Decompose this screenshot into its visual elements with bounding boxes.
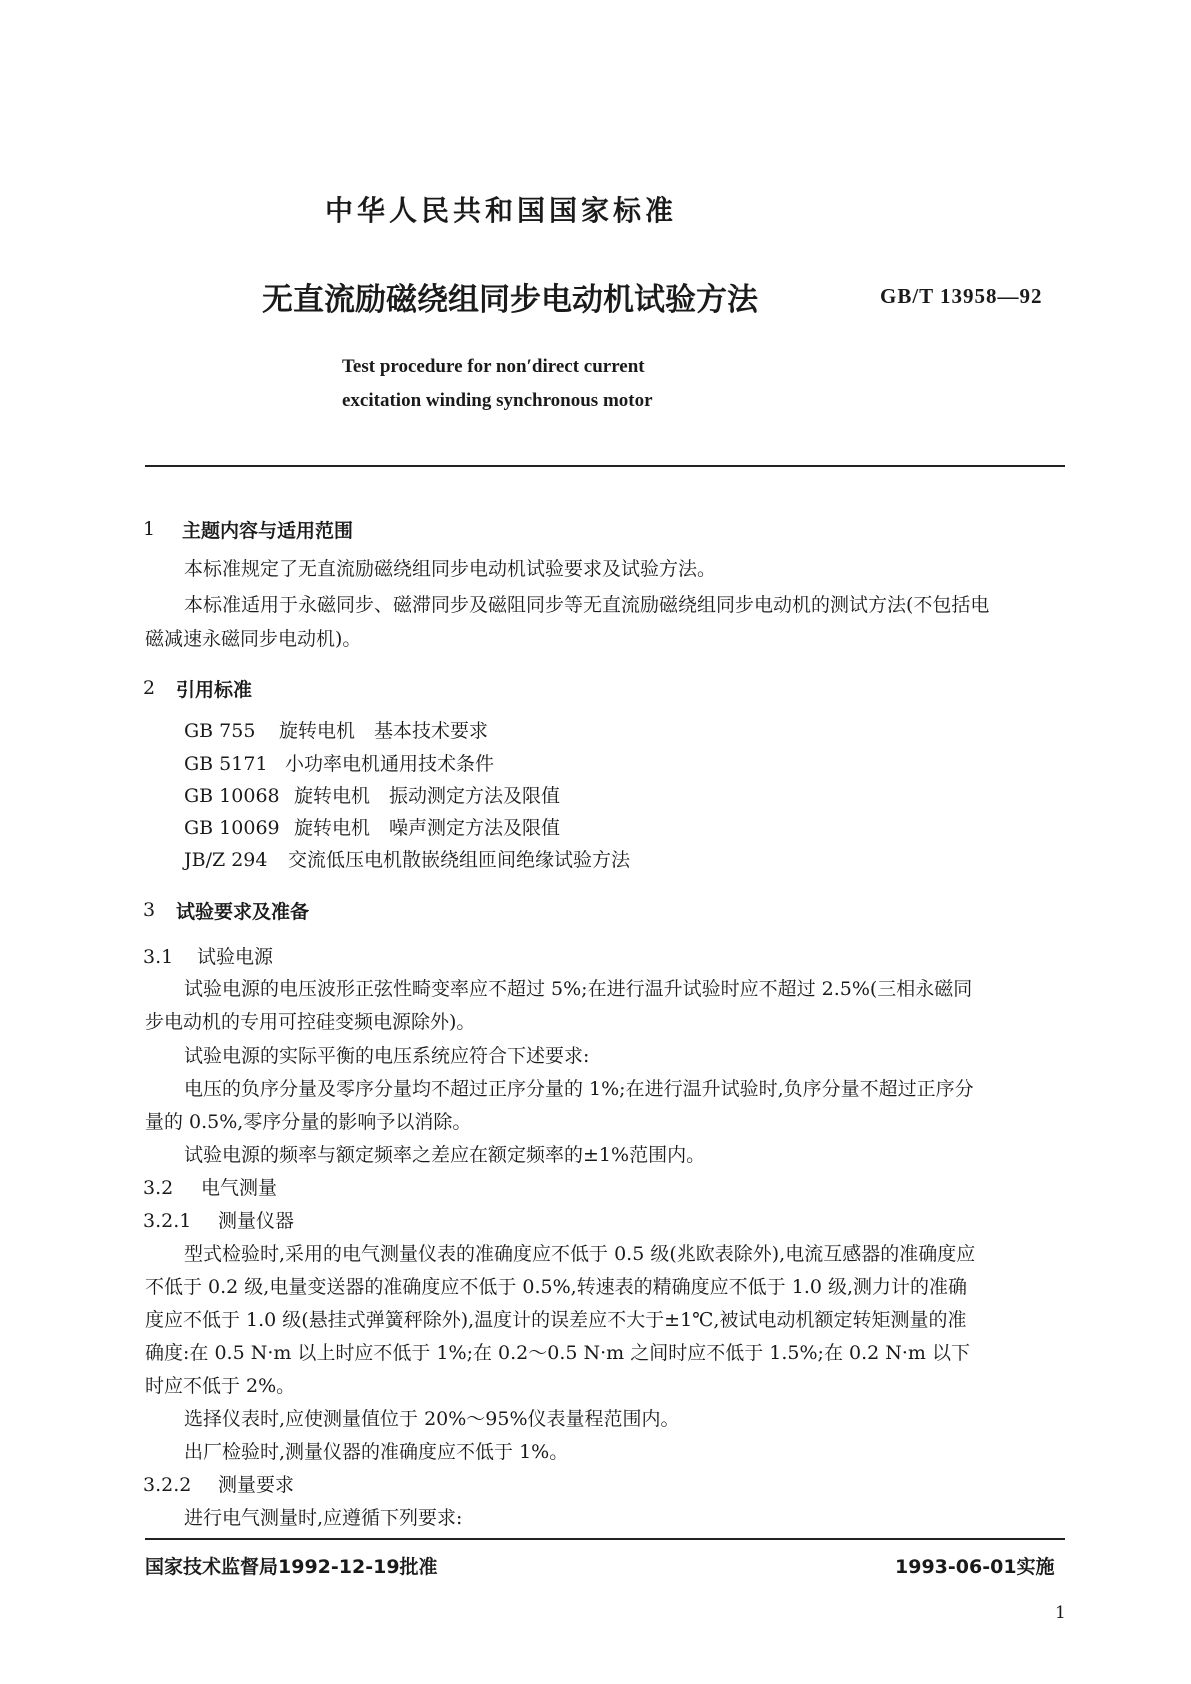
subsection-3-2-1-title: 测量仪器 [218, 1210, 295, 1232]
footer-rule [145, 1538, 1065, 1540]
subsection-3-2-1-line-7: 出厂检验时,测量仪器的准确度应不低于 1%。 [184, 1441, 569, 1463]
subsection-3-2-1-line-1: 型式检验时,采用的电气测量仪表的准确度应不低于 0.5 级(兆欧表除外),电流互感器的准确度应 [184, 1243, 976, 1265]
subsection-3-2-number: 3.2 [143, 1177, 174, 1199]
section-1-paragraph-2b: 磁减速永磁同步电动机)。 [145, 628, 362, 650]
national-standard-heading: 中华人民共和国国家标准 [325, 194, 678, 227]
reference-code: GB 10068 [184, 785, 280, 807]
reference-name: 旋转电机 振动测定方法及限值 [294, 785, 561, 807]
subsection-3-2-1-line-2: 不低于 0.2 级,电量变送器的准确度应不低于 0.5%,转速表的精确度应不低于 1.0 级,测力计的准确 [145, 1276, 968, 1298]
standard-code: GB/T 13958—92 [880, 284, 1043, 308]
approval-statement: 国家技术监督局1992-12-19批准 [145, 1556, 438, 1578]
section-1-paragraph-2a: 本标准适用于永磁同步、磁滞同步及磁阻同步等无直流励磁绕组同步电动机的测试方法(不包括电 [184, 594, 990, 616]
reference-item [184, 848, 630, 873]
reference-code: GB 755 [184, 720, 256, 742]
page-number: 1 [1055, 1603, 1066, 1623]
reference-item [184, 752, 494, 777]
effective-date: 1993-06-01实施 [895, 1556, 1055, 1578]
subsection-3-2-1-line-5: 时应不低于 2%。 [145, 1375, 296, 1397]
subsection-3-1-title: 试验电源 [197, 946, 274, 968]
subsection-3-1-line-4: 电压的负序分量及零序分量均不超过正序分量的 1%;在进行温升试验时,负序分量不超过正序分 [184, 1078, 974, 1100]
subsection-3-1-line-2: 步电动机的专用可控硅变频电源除外)。 [145, 1011, 476, 1033]
subsection-3-2-1-line-6: 选择仪表时,应使测量值位于 20%～95%仪表量程范围内。 [184, 1408, 680, 1430]
reference-name: 旋转电机 噪声测定方法及限值 [294, 817, 561, 839]
reference-item [184, 784, 560, 809]
subsection-3-1-line-3: 试验电源的实际平衡的电压系统应符合下述要求: [184, 1045, 590, 1067]
subsection-3-2-title: 电气测量 [201, 1177, 278, 1199]
subsection-3-2-2-line-1: 进行电气测量时,应遵循下列要求: [184, 1507, 463, 1529]
english-title-line-2: excitation winding synchronous motor [342, 390, 653, 411]
reference-name: 交流低压电机散嵌绕组匝间绝缘试验方法 [288, 849, 631, 871]
subsection-3-1-line-6: 试验电源的频率与额定频率之差应在额定频率的±1%范围内。 [184, 1144, 706, 1166]
section-2-number: 2 [143, 677, 156, 699]
reference-name: 旋转电机 基本技术要求 [279, 720, 489, 742]
section-3-title: 试验要求及准备 [176, 901, 310, 923]
header-rule [145, 465, 1065, 467]
english-title-line-1: Test procedure for non′direct current [342, 356, 645, 377]
document-title: 无直流励磁绕组同步电动机试验方法 [262, 282, 758, 318]
reference-name: 小功率电机通用技术条件 [285, 753, 495, 775]
reference-item [184, 719, 488, 744]
subsection-3-2-1-line-3: 度应不低于 1.0 级(悬挂式弹簧秤除外),温度计的误差应不大于±1℃,被试电动机额定转矩测量的准 [145, 1309, 967, 1331]
section-2-title: 引用标准 [176, 679, 253, 701]
subsection-3-2-2-number: 3.2.2 [143, 1474, 192, 1496]
section-1-number: 1 [143, 518, 156, 540]
subsection-3-2-2-title: 测量要求 [218, 1474, 295, 1496]
reference-code: JB/Z 294 [184, 849, 268, 871]
subsection-3-1-number: 3.1 [143, 946, 174, 968]
subsection-3-2-1-number: 3.2.1 [143, 1210, 192, 1232]
section-1-title: 主题内容与适用范围 [182, 520, 354, 542]
section-1-paragraph-1: 本标准规定了无直流励磁绕组同步电动机试验要求及试验方法。 [184, 558, 717, 580]
reference-code: GB 5171 [184, 753, 268, 775]
subsection-3-2-1-line-4: 确度:在 0.5 N·m 以上时应不低于 1%;在 0.2～0.5 N·m 之间时应不低于 1.5%;在 0.2 N·m 以下 [145, 1342, 970, 1364]
subsection-3-1-line-5: 量的 0.5%,零序分量的影响予以消除。 [145, 1111, 472, 1133]
reference-code: GB 10069 [184, 817, 280, 839]
reference-item [184, 816, 560, 841]
subsection-3-1-line-1: 试验电源的电压波形正弦性畸变率应不超过 5%;在进行温升试验时应不超过 2.5%(三相永磁同 [184, 978, 973, 1000]
section-3-number: 3 [143, 899, 156, 921]
